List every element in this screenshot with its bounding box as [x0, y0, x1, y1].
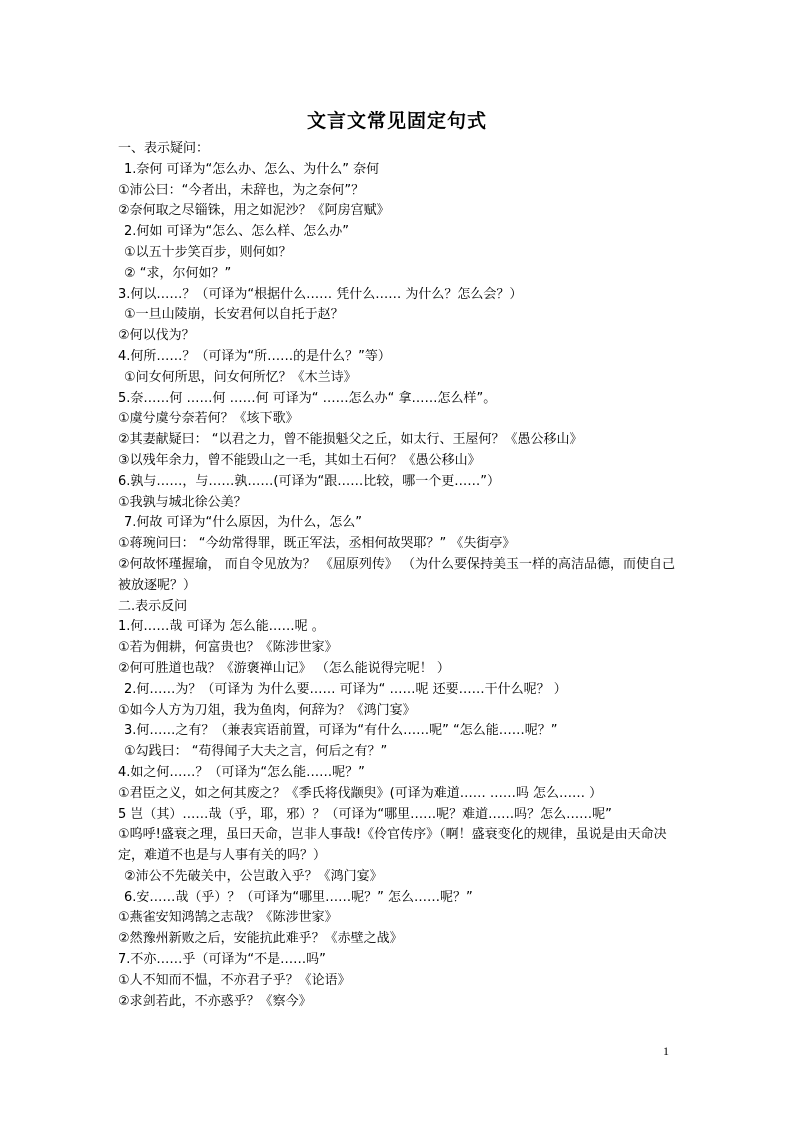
text-line: ①呜呼!盛衰之理，虽曰天命，岂非人事哉!《伶官传序》（啊！盛衰变化的规律，虽说是由天命决定，难道不也是与人事有关的吗？） — [118, 827, 667, 864]
text-line: ② “求，尔何如？” — [124, 265, 232, 281]
document-body — [118, 139, 678, 1012]
page-number: 1 — [663, 1044, 669, 1058]
text-line: 4.如之何……？（可译为“怎么能……呢？” — [118, 764, 365, 780]
text-line: ②何故怀瑾握瑜， 而自令见放为？ 《屈原列传》 （为什么要保持美玉一样的高洁品德，而使自己被放逐呢？） — [118, 556, 676, 593]
text-line: 7.不亦……乎（可译为“不是……吗” — [118, 952, 326, 968]
text-line: 7.何故 可译为“什么原因，为什么，怎么” — [124, 515, 363, 531]
text-line: ①我孰与城北徐公美？ — [118, 494, 247, 510]
text-line: 2.何如 可译为“怎么、怎么样、怎么办” — [124, 224, 350, 240]
text-line: ②然豫州新败之后，安能抗此难乎？《赤壁之战》 — [118, 931, 403, 947]
text-line: ②其妻献疑曰： “以君之力，曾不能损魁父之丘，如太行、王屋何？《愚公移山》 — [118, 432, 583, 448]
text-line: ①如今人方为刀俎，我为鱼肉，何辞为？《鸿门宴》 — [118, 702, 416, 718]
text-line: 二.表示反问 — [118, 598, 188, 614]
text-line: ①虞兮虞兮奈若何？《垓下歌》 — [118, 411, 299, 427]
text-line: 1.奈何 可译为“怎么办、怎么、为什么” 奈何 — [124, 161, 380, 177]
text-line: ②沛公不先破关中，公岂敢入乎？《鸿门宴》 — [124, 868, 383, 884]
text-line: ②求剑若此，不亦惑乎？《察今》 — [118, 993, 312, 1009]
text-line: ①君臣之义，如之何其废之？《季氏将伐颛臾》(可译为难道…… ……吗 怎么…… ） — [118, 785, 603, 801]
text-line: ①一旦山陵崩，长安君何以自托于赵？ — [124, 307, 344, 323]
text-line: ①若为佣耕，何富贵也？《陈涉世家》 — [118, 640, 338, 656]
text-line: 3.何以……？（可译为“根据什么…… 凭什么…… 为什么？怎么会？） — [118, 286, 523, 302]
text-line: 6.孰与……，与……孰……(可译为“跟……比较，哪一个更……”） — [118, 473, 500, 489]
text-line: 一、表示疑问： — [118, 141, 210, 156]
text-line: ①问女何所思，问女何所忆？《木兰诗》 — [124, 369, 357, 385]
text-line: ②何以伐为？ — [118, 328, 195, 344]
text-line: ①勾践曰： “苟得闻子大夫之言，何后之有？” — [124, 744, 388, 760]
text-line: ③以残年余力，曾不能毁山之一毛，其如土石何？《愚公移山》 — [118, 452, 481, 468]
text-line: ②奈何取之尽锱铢，用之如泥沙？《阿房宫赋》 — [118, 203, 390, 219]
text-line: 5.奈……何 ……何 ……何 可译为“ ……怎么办“ 拿……怎么样”。 — [118, 390, 497, 406]
page-title: 文言文常见固定句式 — [306, 110, 487, 132]
text-line: 3.何……之有？（兼表宾语前置，可译为“有什么……呢” “怎么能……呢？” — [124, 723, 558, 739]
text-line: ①蒋琬问曰： “今幼常得罪，既正军法，丞相何故哭耶？” 《失街亭》 — [118, 536, 516, 552]
text-line: ②何可胜道也哉？《游褒禅山记》 （怎么能说得完呢！ ） — [118, 660, 450, 676]
text-line: 4.何所……？（可译为“所……的是什么？”等） — [118, 348, 391, 364]
text-line: ①人不知而不愠，不亦君子乎？《论语》 — [118, 972, 351, 988]
text-line: 1.何……哉 可译为 怎么能……呢 。 — [118, 619, 325, 635]
text-line: 2.何……为？（可译为 为什么要…… 可译为“ ……呢 还要……干什么呢？ ） — [124, 681, 567, 697]
text-line: ①沛公曰：“今者出，未辞也，为之奈何”？ — [118, 182, 365, 198]
text-line: 6.安……哉（乎）？（可译为“哪里……呢？” 怎么……呢？” — [124, 889, 473, 905]
text-line: 5 岂（其）……哉（乎，耶，邪）？（可译为“哪里……呢？难道……吗？怎么……呢” — [118, 806, 612, 822]
text-line: ①燕雀安知鸿鹄之志哉？《陈涉世家》 — [118, 910, 338, 926]
text-line: ①以五十步笑百步，则何如？ — [124, 244, 292, 260]
